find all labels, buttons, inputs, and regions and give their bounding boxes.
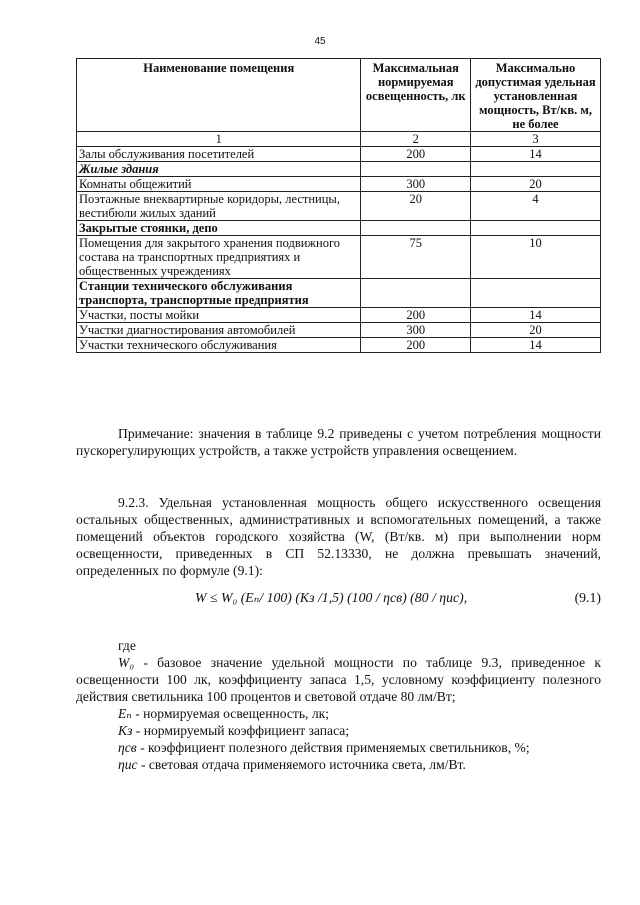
table-section-row <box>77 279 601 308</box>
power-density-cell: 4 <box>471 192 601 221</box>
definition-item: Kз - нормируемый коэффициент запаса; <box>118 723 350 738</box>
room-name-cell: Участки, посты мойки <box>77 308 361 323</box>
table-row <box>77 192 601 221</box>
table-section-row <box>77 221 601 236</box>
room-name-cell: Участки технического обслуживания <box>77 338 361 353</box>
table-row <box>77 177 601 192</box>
empty-cell <box>361 221 471 236</box>
section-title: Жилые здания <box>77 162 361 177</box>
lighting-power-table <box>76 58 601 353</box>
definition-item: Eₙ - нормируемая освещенность, лк; <box>118 706 330 721</box>
table-row <box>77 323 601 338</box>
index-cell: 2 <box>361 132 471 147</box>
table-row <box>77 338 601 353</box>
section-title: Закрытые стоянки, депо <box>77 221 361 236</box>
header-max-illuminance: Максимальная нормируемая освещенность, лк <box>361 59 471 132</box>
room-name-cell: Помещения для закрытого хранения подвижного состава на транспортных предприятиях и общественных учреждениях <box>77 236 361 279</box>
empty-cell <box>471 162 601 177</box>
power-density-cell: 20 <box>471 177 601 192</box>
room-name-cell: Участки диагностирования автомобилей <box>77 323 361 338</box>
formula-number: (9.1) <box>574 590 601 605</box>
paragraph-9-2-3: 9.2.3. Удельная установленная мощность общего искусственного освещения остальных общественных, административных и вспомогательных помещений, а также помещений объектов городского хозяйства (W, (Вт/кв. м) при выполнении норм освещенности, приведенных в СП 52.13330, не должна превышать значений, определенных по формуле (9.1): <box>76 495 601 578</box>
illuminance-cell: 75 <box>361 236 471 279</box>
table-section-row <box>77 162 601 177</box>
index-cell: 3 <box>471 132 601 147</box>
empty-cell <box>471 279 601 308</box>
page-number: 45 <box>314 36 326 47</box>
table-header-row <box>77 59 601 132</box>
header-room-name: Наименование помещения <box>77 59 361 132</box>
table-row <box>77 308 601 323</box>
header-max-power-density: Максимально допустимая удельная установленная мощность, Вт/кв. м, не более <box>471 59 601 132</box>
power-density-cell: 20 <box>471 323 601 338</box>
room-name-cell: Поэтажные внеквартирные коридоры, лестницы, вестибюли жилых зданий <box>77 192 361 221</box>
table-row <box>77 147 601 162</box>
table-row <box>77 236 601 279</box>
definition-item: ηис - световая отдача применяемого источника света, лм/Вт. <box>118 757 466 772</box>
table-note: Примечание: значения в таблице 9.2 приведены с учетом потребления мощности пускорегулирующих устройств, а также устройств управления освещением. <box>76 426 601 458</box>
illuminance-cell: 200 <box>361 338 471 353</box>
illuminance-cell: 200 <box>361 147 471 162</box>
illuminance-cell: 300 <box>361 323 471 338</box>
empty-cell <box>361 279 471 308</box>
definition-item: ηсв - коэффициент полезного действия применяемых светильников, %; <box>118 740 530 755</box>
formula-9-1 <box>76 590 601 608</box>
power-density-cell: 10 <box>471 236 601 279</box>
definition-item: W₀ - базовое значение удельной мощности по таблице 9.3, приведенное к освещенности 100 лк, коэффициенту запаса 1,5, условному коэффициенту полезного действия светильника 100 процентов и световой отдаче 80 лм/Вт; <box>76 655 601 704</box>
empty-cell <box>361 162 471 177</box>
section-title: Станции технического обслуживания транспорта, транспортные предприятия <box>77 279 361 308</box>
power-density-cell: 14 <box>471 308 601 323</box>
power-density-cell: 14 <box>471 147 601 162</box>
illuminance-cell: 200 <box>361 308 471 323</box>
table-index-row <box>77 132 601 147</box>
power-density-cell: 14 <box>471 338 601 353</box>
index-cell: 1 <box>77 132 361 147</box>
empty-cell <box>471 221 601 236</box>
symbol-definitions <box>76 637 601 773</box>
illuminance-cell: 20 <box>361 192 471 221</box>
illuminance-cell: 300 <box>361 177 471 192</box>
formula-expression: W ≤ W₀ (Eₙ/ 100) (Kз /1,5) (100 / ηсв) (80 / ηис), <box>195 590 468 605</box>
where-word: где <box>118 638 136 653</box>
room-name-cell: Залы обслуживания посетителей <box>77 147 361 162</box>
room-name-cell: Комнаты общежитий <box>77 177 361 192</box>
